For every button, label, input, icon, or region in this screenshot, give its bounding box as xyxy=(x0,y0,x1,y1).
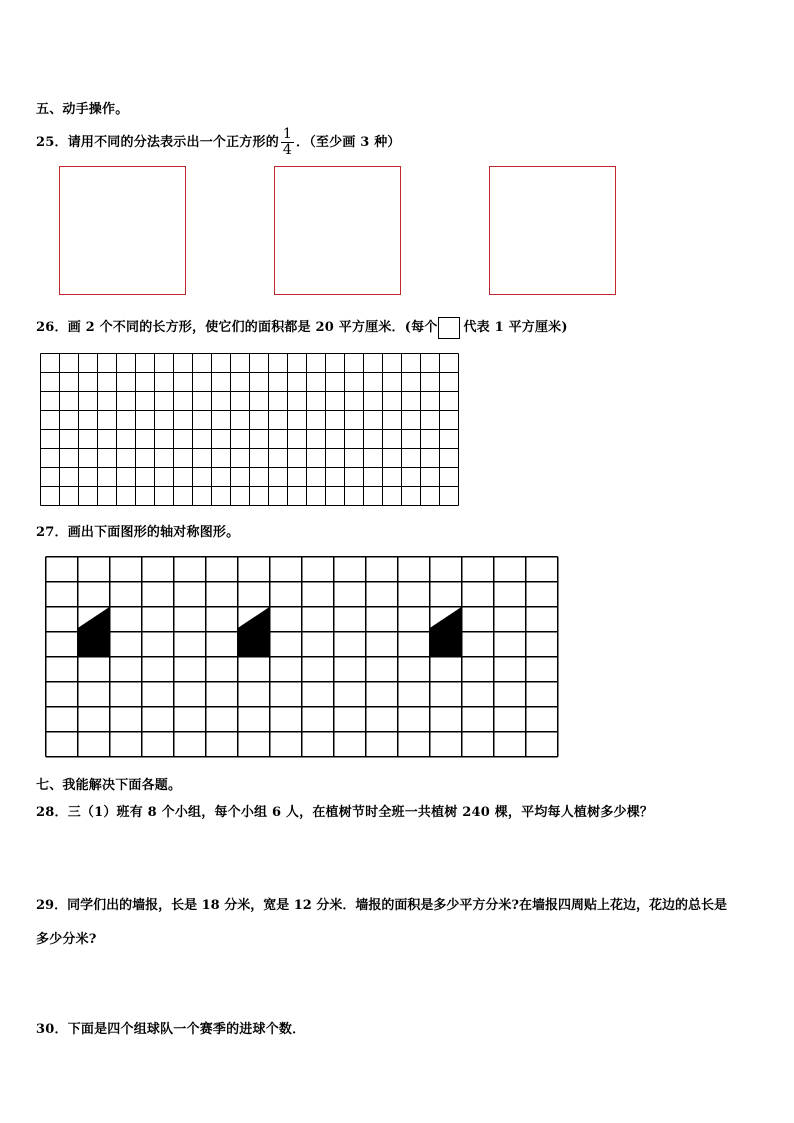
trapezoid-shape-2 xyxy=(238,607,270,657)
square-drawing-area-1[interactable] xyxy=(59,166,186,295)
question-25-suffix: ．（至少画 3 种） xyxy=(296,135,401,150)
rectangle-drawing-grid[interactable] xyxy=(40,353,460,506)
question-26-prefix: 26．画 2 个不同的长方形，使它们的面积都是 20 平方厘米．(每个 xyxy=(36,320,438,335)
fraction-denominator: 4 xyxy=(282,142,293,158)
unit-square-icon xyxy=(438,317,460,339)
question-28: 28．三（1）班有 8 个小组，每个小组 6 人，在植树节时全班一共植树 240 棵，平均每人植树多少棵？ xyxy=(36,805,654,820)
question-25-prefix: 25．请用不同的分法表示出一个正方形的 xyxy=(36,135,279,150)
question-30: 30．下面是四个组球队一个赛季的进球个数． xyxy=(36,1022,306,1037)
square-drawing-area-3[interactable] xyxy=(489,166,616,295)
fraction-numerator: 1 xyxy=(282,126,293,142)
trapezoid-shape-3 xyxy=(430,607,462,657)
question-29-line-1: 29．同学们出的墙报，长是 18 分米，宽是 12 分米．墙报的面积是多少平方分米?在墙报四周贴上花边，花边的总长是 xyxy=(36,898,727,913)
square-drawing-area-2[interactable] xyxy=(274,166,401,295)
question-26-suffix: 代表 1 平方厘米) xyxy=(463,320,568,335)
symmetry-drawing-grid[interactable] xyxy=(45,556,567,761)
question-29-line-2: 多少分米? xyxy=(36,932,97,947)
question-26 xyxy=(36,316,568,339)
fraction-one-quarter xyxy=(281,127,294,158)
question-27: 27．画出下面图形的轴对称图形。 xyxy=(36,525,240,540)
trapezoid-shape-1 xyxy=(78,607,110,657)
question-25 xyxy=(36,127,401,158)
section-five-title: 五、动手操作。 xyxy=(36,102,129,117)
section-seven-title: 七、我能解决下面各题。 xyxy=(36,778,182,793)
